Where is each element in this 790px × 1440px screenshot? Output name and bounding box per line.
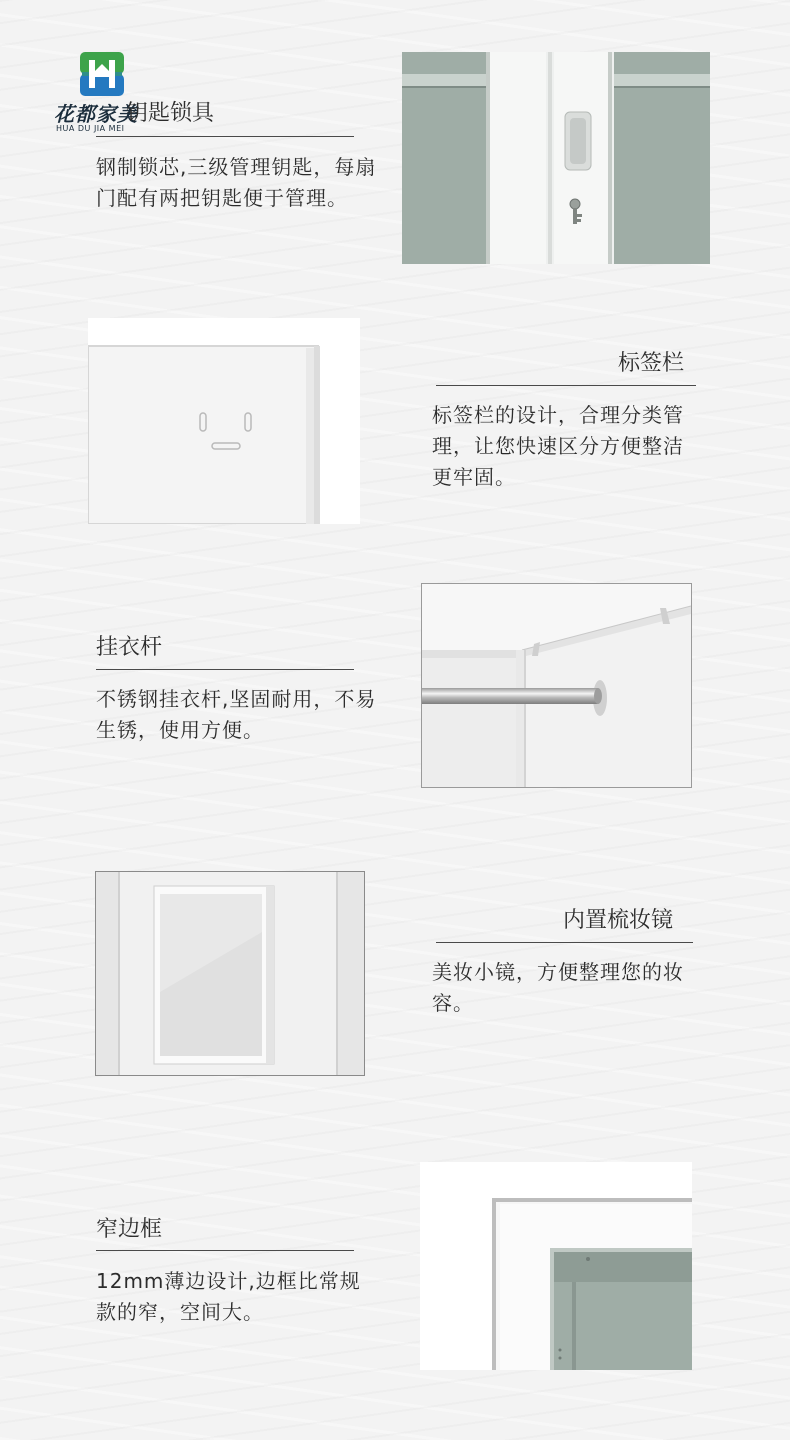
- hanging-rod-photo: [421, 583, 692, 788]
- brand-name-cn: 花都家美: [54, 102, 138, 126]
- brand-mark-icon: [80, 52, 124, 96]
- label-slot-photo: [88, 318, 360, 524]
- feature-description-hanging-rod: 不锈钢挂衣杆,坚固耐用，不易生锈，使用方便。: [96, 687, 377, 742]
- cabinet-lock-photo: [402, 52, 710, 264]
- feature-description-label-slot: 标签栏的设计，合理分类管理，让您快速区分方便整洁更牢固。: [432, 403, 684, 489]
- feature-title-narrow-frame: 窄边框: [96, 1217, 163, 1242]
- feature-title-label-slot: 标签栏: [618, 351, 685, 376]
- feature-description-narrow-frame: 12mm薄边设计,边框比常规款的窄，空间大。: [96, 1269, 361, 1324]
- vanity-mirror-photo: [95, 871, 365, 1076]
- feature-title-hanging-rod: 挂衣杆: [96, 635, 163, 660]
- brand-name-en: HUA DU JIA MEI: [56, 124, 125, 133]
- feature-title-lock: 钥匙锁具: [126, 101, 215, 126]
- feature-description-lock: 钢制锁芯,三级管理钥匙，每扇门配有两把钥匙便于管理。: [96, 155, 377, 210]
- feature-divider: [436, 385, 696, 386]
- feature-divider: [436, 942, 693, 943]
- feature-divider: [96, 1250, 354, 1251]
- feature-description-mirror: 美妆小镜，方便整理您的妆容。: [432, 960, 684, 1015]
- feature-divider: [96, 669, 354, 670]
- feature-divider: [96, 136, 354, 137]
- narrow-frame-photo: [420, 1162, 692, 1370]
- feature-title-mirror: 内置梳妆镜: [563, 908, 674, 933]
